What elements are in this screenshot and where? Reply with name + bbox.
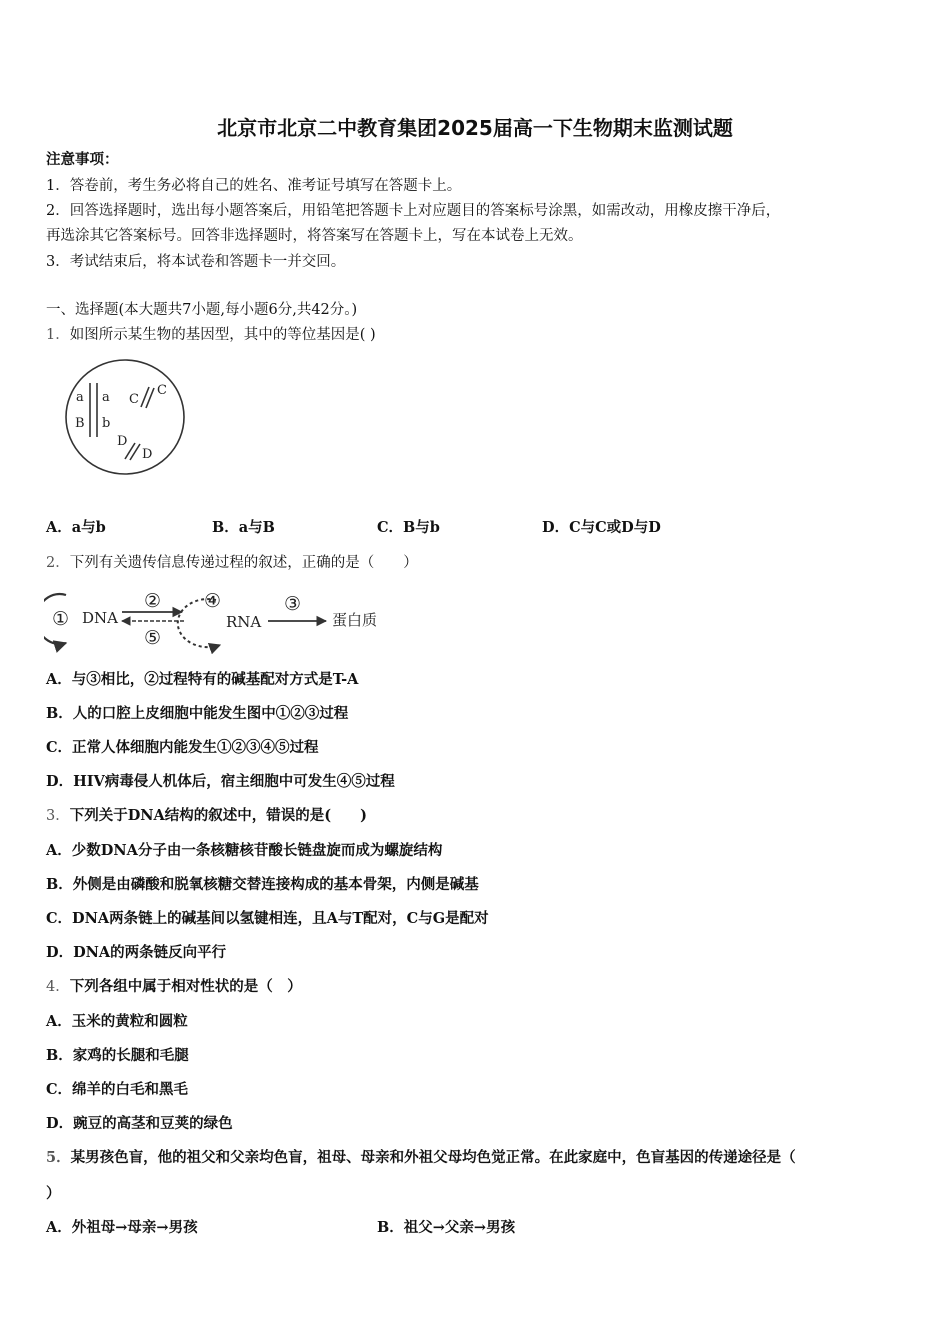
option-a: A．a与b — [46, 519, 106, 536]
central-dogma-figure — [44, 585, 394, 655]
question-text: 下列各组中属于相对性状的是（ ） — [69, 978, 302, 995]
notice-item-2: 2．回答选择题时，选出每小题答案后，用铅笔把答题卡上对应题目的答案标号涂黑，如需改动，用橡皮擦干净后， — [46, 203, 781, 219]
gene-label: B — [75, 416, 85, 431]
protein-label: 蛋白质 — [332, 611, 378, 629]
question-text: 下列关于DNA结构的叙述中，错误的是( ) — [69, 807, 368, 824]
step-1-label: ① — [52, 608, 70, 630]
question-text: 下列有关遗传信息传递过程的叙述，正确的是（ ） — [69, 555, 418, 571]
chromosome-line — [130, 444, 140, 460]
question-5 — [46, 1148, 796, 1168]
question-number: 5． — [46, 1149, 71, 1166]
option-a: A．外祖母→母亲→男孩 — [46, 1219, 198, 1236]
option-c: C．DNA两条链上的碱基间以氢键相连，且A与T配对，C与G是配对 — [46, 910, 489, 927]
question-number: 3． — [46, 808, 70, 824]
dna-label: DNA — [82, 609, 118, 627]
section-heading: 一、选择题(本大题共7小题,每小题6分,共42分。) — [46, 302, 358, 318]
option-b: B．a与B — [212, 519, 275, 536]
rna-label: RNA — [226, 613, 262, 631]
gene-label: a — [102, 390, 110, 405]
question-number: 1． — [46, 327, 70, 343]
gene-label: b — [102, 416, 111, 431]
notice-heading: 注意事项： — [46, 151, 119, 168]
option-d: D．DNA的两条链反向平行 — [46, 944, 227, 961]
option-d: D．HIV病毒侵人机体后，宿主细胞中可发生④⑤过程 — [46, 773, 395, 790]
option-b: B．家鸡的长腿和毛腿 — [46, 1047, 189, 1064]
genotype-figure — [62, 355, 192, 480]
question-number: 2． — [46, 555, 70, 571]
option-b: B．祖父→父亲→男孩 — [377, 1219, 516, 1236]
question-text: 如图所示某生物的基因型，其中的等位基因是( ) — [69, 327, 376, 343]
option-b: B．外侧是由磷酸和脱氧核糖交替连接构成的基本骨架，内侧是碱基 — [46, 876, 479, 893]
step-5-label: ⑤ — [144, 627, 162, 649]
question-3 — [46, 806, 367, 826]
step-4-label: ④ — [204, 590, 222, 612]
option-c: C．正常人体细胞内能发生①②③④⑤过程 — [46, 739, 319, 756]
option-c: C．B与b — [377, 519, 440, 536]
option-a: A．玉米的黄粒和圆粒 — [46, 1013, 188, 1030]
option-d: D．C与C或D与D — [542, 519, 661, 536]
page-title: 北京市北京二中教育集团2025届高一下生物期末监测试题 — [217, 116, 733, 140]
gene-label: a — [76, 390, 84, 405]
question-2 — [46, 553, 418, 573]
question-4 — [46, 977, 302, 997]
step-3-label: ③ — [284, 593, 302, 615]
notice-item-3: 3．考试结束后，将本试卷和答题卡一并交回。 — [46, 254, 346, 270]
gene-label: D — [117, 434, 128, 449]
gene-label: D — [142, 447, 153, 462]
option-a: A．少数DNA分子由一条核糖核苷酸长链盘旋而成为螺旋结构 — [46, 842, 443, 859]
question-text: 某男孩色盲，他的祖父和父亲均色盲，祖母、母亲和外祖父母均色觉正常。在此家庭中，色盲基因的传递途径是（ — [70, 1149, 796, 1166]
question-1 — [46, 325, 376, 345]
notice-item-2-cont: 再选涂其它答案标号。回答非选择题时，将答案写在答题卡上，写在本试卷上无效。 — [46, 228, 583, 244]
gene-label: C — [157, 383, 167, 398]
step-2-label: ② — [144, 590, 162, 612]
option-c: C．绵羊的白毛和黑毛 — [46, 1081, 189, 1098]
question-5-cont: ） — [46, 1185, 61, 1202]
option-b: B．人的口腔上皮细胞中能发生图中①②③过程 — [46, 705, 349, 722]
option-a: A．与③相比，②过程特有的碱基配对方式是T-A — [46, 671, 359, 688]
gene-label: C — [129, 392, 139, 407]
notice-item-1: 1．答卷前，考生务必将自己的姓名、准考证号填写在答题卡上。 — [46, 178, 462, 194]
option-d: D．豌豆的高茎和豆荚的绿色 — [46, 1115, 233, 1132]
question-number: 4． — [46, 979, 70, 995]
